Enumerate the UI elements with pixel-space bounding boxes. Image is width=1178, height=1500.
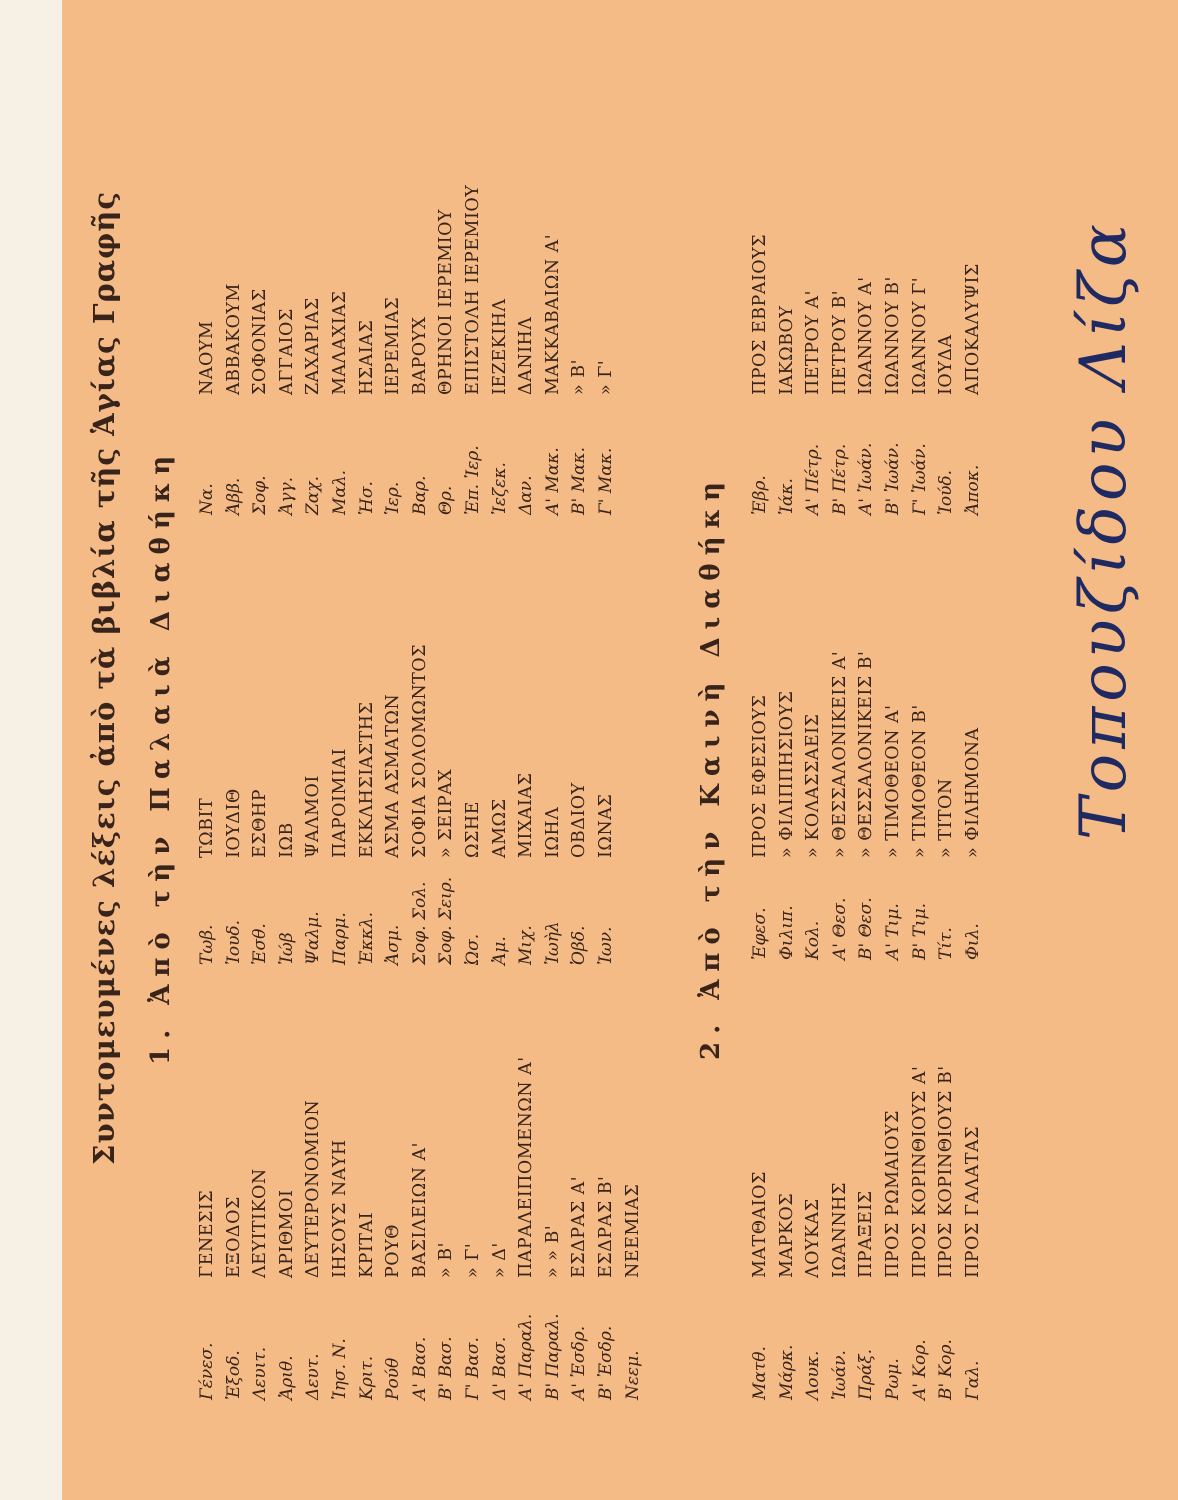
abbreviation: Ἐξοδ. <box>223 1350 244 1400</box>
abbreviation: Ἀμ. <box>489 936 510 965</box>
book-name: » » Β' <box>542 1224 563 1278</box>
book-name: » ΘΕΣΣΑΛΟΝΙΚΕΙΣ Β' <box>856 650 877 858</box>
book-name: » ΚΟΛΑΣΣΑΕΙΣ <box>803 713 824 858</box>
book-name: ΠΡΟΣ ΡΩΜΑΙΟΥΣ <box>883 1110 903 1278</box>
abbreviation: Σοφ. Σειρ. <box>436 876 457 965</box>
book-name: ΠΑΡΟΙΜΙΑΙ <box>330 748 350 858</box>
book-name: ΟΒΔΙΟΥ <box>569 782 590 858</box>
abbreviation: Ἱερ. <box>383 481 404 515</box>
book-name: ΙΑΚΩΒΟΥ <box>776 305 797 395</box>
book-name: ΡΟΥΘ <box>383 1223 404 1278</box>
abbreviation: Ἀριθ. <box>276 1355 297 1400</box>
book-name: ΓΕΝΕΣΙΣ <box>197 1189 217 1278</box>
abbreviation: Μιχ. <box>516 925 537 965</box>
book-name: » ΤΙΜΟΘΕΟΝ Β' <box>909 704 930 858</box>
abbreviation: Β' Ἐσδρ. <box>596 1325 616 1400</box>
abbreviation: Παρμ. <box>330 912 350 965</box>
abbreviation: Ματθ. <box>750 1346 770 1400</box>
book-name: ΑΣΜΑ ΑΣΜΑΤΩΝ <box>383 693 404 858</box>
book-name: ΙΗΣΟΥΣ ΝΑΥΗ <box>330 1139 350 1278</box>
book-name: ΕΣΔΡΑΣ Α' <box>569 1175 590 1278</box>
book-name: » ΤΙΜΟΘΕΟΝ Α' <box>883 704 903 858</box>
abbreviation: Α' Παραλ. <box>516 1313 537 1400</box>
book-name: ΣΟΦΙΑ ΣΟΛΟΜΩΝΤΟΣ <box>409 643 430 858</box>
rotated-page <box>62 0 1178 1500</box>
book-name: ΘΡΗΝΟΙ ΙΕΡΕΜΙΟΥ <box>436 209 457 395</box>
abbreviation: Ἐκκλ. <box>356 912 377 965</box>
book-name: ΗΣΑΙΑΣ <box>356 319 377 395</box>
book-name: ΙΩΑΝΝΟΥ Β' <box>883 276 903 395</box>
abbreviation: Γ' Ἰωάν. <box>909 443 930 515</box>
abbreviation: Α' Ἰωάν. <box>856 442 877 515</box>
abbreviation: Λευιτ. <box>250 1346 271 1400</box>
book-name: ΔΕΥΤΕΡΟΝΟΜΙΟΝ <box>303 1099 324 1278</box>
book-name: ΑΡΙΘΜΟΙ <box>276 1189 297 1278</box>
book-name: ΑΜΩΣ <box>489 798 510 858</box>
book-name: ΙΟΥΔΑ <box>936 334 957 395</box>
abbreviation: Ἰουδ. <box>223 919 244 965</box>
book-name: ΜΑΚΚΑΒΑΙΩΝ Α' <box>542 233 563 395</box>
abbreviation: Σοφ. Σολ. <box>409 881 430 965</box>
abbreviation: Τωβ. <box>197 924 217 965</box>
book-name: ΛΕΥΙΤΙΚΟΝ <box>250 1168 271 1278</box>
book-name: ΙΕΖΕΚΙΗΛ <box>489 298 510 395</box>
abbreviation: Ρωμ. <box>883 1358 903 1400</box>
book-name: ΜΙΧΑΙΑΣ <box>516 772 537 858</box>
abbreviation: Ἰησ. Ν. <box>330 1338 350 1400</box>
abbreviation: Ἀσμ. <box>383 924 404 965</box>
abbreviation: Φιλιπ. <box>776 905 797 960</box>
abbreviation: Β' Βασ. <box>436 1336 457 1400</box>
abbreviation: Ἡσ. <box>356 481 377 515</box>
book-name: ΠΕΤΡΟΥ Β' <box>829 289 850 395</box>
book-name: ΔΑΝΙΗΛ <box>516 316 537 395</box>
abbreviation: Ζαχ. <box>303 476 324 515</box>
book-name: ΠΕΤΡΟΥ Α' <box>803 290 824 395</box>
abbreviation: Σοφ. <box>250 475 271 515</box>
book-name: » Γ' <box>596 359 616 395</box>
abbreviation: Κολ. <box>803 920 824 960</box>
abbreviation: Ἰωάν. <box>829 1350 850 1400</box>
book-name: ΕΣΔΡΑΣ Β' <box>596 1175 616 1278</box>
abbreviation: Ἰωὴλ <box>542 921 563 965</box>
book-name: ΒΑΡΟΥΧ <box>409 316 430 395</box>
book-name: ΙΕΡΕΜΙΑΣ <box>383 296 404 395</box>
book-name: ΙΩΑΝΝΟΥ Α' <box>856 276 877 395</box>
book-name: ΣΟΦΟΝΙΑΣ <box>250 288 271 395</box>
abbreviation: Β' Μακ. <box>569 446 590 515</box>
book-name: ΠΡΟΣ ΕΒΡΑΙΟΥΣ <box>750 233 770 395</box>
abbreviation: Γ' Βασ. <box>463 1337 483 1400</box>
book-name: ΙΩΝΑΣ <box>596 793 616 858</box>
abbreviation: Δαν. <box>516 475 537 515</box>
abbreviation: Ἐσθ. <box>250 923 271 965</box>
book-name: ΕΣΘΗΡ <box>250 788 271 858</box>
abbreviation: Ἐφεσ. <box>750 907 770 960</box>
abbreviation: Α' Θεσ. <box>829 897 850 960</box>
book-name: ΤΩΒΙΤ <box>197 797 217 858</box>
book-name: » Β' <box>569 359 590 395</box>
abbreviation: Β' Θεσ. <box>856 897 877 960</box>
book-name: » ΦΙΛΙΠΠΗΣΙΟΥΣ <box>776 690 797 858</box>
abbreviation: Ἰεζεκ. <box>489 462 510 515</box>
book-name: ΝΑΟΥΜ <box>197 320 217 395</box>
book-name: ΙΟΥΔΙΘ <box>223 788 244 858</box>
abbreviation: Ἰώβ <box>276 932 297 965</box>
abbreviation: Ὠσ. <box>463 933 483 965</box>
abbreviation: Ἀββ. <box>223 477 244 515</box>
abbreviation: Α' Τιμ. <box>883 903 903 960</box>
book-name: ΑΠΟΚΑΛΥΨΙΣ <box>962 263 983 395</box>
book-name: ΛΟΥΚΑΣ <box>803 1198 824 1278</box>
book-name: ΕΞΟΔΟΣ <box>223 1196 244 1278</box>
abbreviation: Α' Κορ. <box>909 1339 930 1400</box>
book-name: ΨΑΛΜΟΙ <box>303 775 324 858</box>
book-name: ΠΡΟΣ ΚΟΡΙΝΘΙΟΥΣ Β' <box>936 1065 957 1278</box>
book-name: ΠΡΟΣ ΚΟΡΙΝΘΙΟΥΣ Α' <box>909 1065 930 1278</box>
new-testament-heading: 2. Ἀπὸ τὴν Καινὴ Διαθήκη <box>696 474 726 1060</box>
book-name: » ΘΕΣΣΑΛΟΝΙΚΕΙΣ Α' <box>829 650 850 858</box>
abbreviation: Ἀγγ. <box>276 476 297 515</box>
abbreviation: Β' Πέτρ. <box>829 443 850 515</box>
book-name: ΠΡΟΣ ΕΦΕΣΙΟΥΣ <box>750 694 770 858</box>
abbreviation: Ρούθ <box>383 1357 404 1400</box>
book-name: ΕΚΚΛΗΣΙΑΣΤΗΣ <box>356 701 377 858</box>
handwritten-signature: Τοπουζίδου Λίζα <box>1067 218 1141 840</box>
abbreviation: Τίτ. <box>936 927 957 960</box>
abbreviation: Β' Παραλ. <box>542 1313 563 1400</box>
abbreviation: Α' Πέτρ. <box>803 443 824 515</box>
abbreviation: Β' Τιμ. <box>909 902 930 960</box>
book-name: ΠΡΑΞΕΙΣ <box>856 1190 877 1278</box>
book-name: ΠΑΡΑΛΕΙΠΟΜΕΝΩΝ Α' <box>516 1056 537 1278</box>
book-name: ΙΩΑΝΝΟΥ Γ' <box>909 276 930 395</box>
scanned-sheet <box>62 0 1178 1500</box>
abbreviation: Ἰούδ. <box>936 469 957 515</box>
abbreviation: Κριτ. <box>356 1355 377 1400</box>
book-name: ΝΕΕΜΙΑΣ <box>622 1183 643 1278</box>
abbreviation: Μαλ. <box>330 469 350 515</box>
book-name: ΙΩΗΛ <box>542 806 563 858</box>
abbreviation: Γ' Μακ. <box>596 447 616 515</box>
book-name: » Β' <box>436 1242 457 1278</box>
abbreviation: Βαρ. <box>409 475 430 515</box>
scan-margin <box>0 0 62 1500</box>
book-name: » Δ' <box>489 1242 510 1278</box>
abbreviation: Ψαλμ. <box>303 911 324 965</box>
abbreviation: Ὀβδ. <box>569 925 590 965</box>
abbreviation: Α' Ἐσδρ. <box>569 1325 590 1400</box>
abbreviation: Να. <box>197 483 217 515</box>
book-name: » Γ' <box>463 1242 483 1278</box>
book-name: ΜΑΤΘΑΙΟΣ <box>750 1171 770 1278</box>
abbreviation: Μάρκ. <box>776 1344 797 1400</box>
book-name: ΒΑΣΙΛΕΙΩΝ Α' <box>409 1142 430 1278</box>
abbreviation: Ἀποκ. <box>962 464 983 515</box>
book-name: ΚΡΙΤΑΙ <box>356 1212 377 1278</box>
book-name: ΖΑΧΑΡΙΑΣ <box>303 297 324 395</box>
abbreviation: Ἰάκ. <box>776 478 797 515</box>
abbreviation: Δευτ. <box>303 1353 324 1400</box>
abbreviation: Γαλ. <box>962 1360 983 1400</box>
abbreviation: Α' Μακ. <box>542 447 563 515</box>
book-name: ΙΩΑΝΝΗΣ <box>829 1182 850 1278</box>
abbreviation: Νεεμ. <box>622 1350 643 1400</box>
abbreviation: Γένεσ. <box>197 1342 217 1400</box>
abbreviation: Β' Ἰωάν. <box>883 442 903 515</box>
abbreviation: Ἰων. <box>596 926 616 965</box>
old-testament-heading: 1. Ἀπὸ τὴν Παλαιὰ Διαθήκη <box>146 447 176 1065</box>
book-name: » ΦΙΛΗΜΟΝΑ <box>962 727 983 858</box>
abbreviation: Φιλ. <box>962 923 983 960</box>
book-name: ΜΑΡΚΟΣ <box>776 1192 797 1278</box>
page-title: Συντομευμένες λέξεις ἀπὸ τὰ βιβλία τῆς Ἁγίας Γραφῆς <box>87 190 121 1165</box>
abbreviation: Ἐβρ. <box>750 475 770 515</box>
abbreviation: Θρ. <box>436 485 457 515</box>
book-name: ΙΩΒ <box>276 822 297 858</box>
abbreviation: Πράξ. <box>856 1348 877 1400</box>
book-name: ΕΠΙΣΤΟΛΗ ΙΕΡΕΜΙΟΥ <box>463 184 483 395</box>
book-name: » ΤΙΤΟΝ <box>936 778 957 858</box>
book-name: ΑΒΒΑΚΟΥΜ <box>223 283 244 395</box>
book-name: ΩΣΗΕ <box>463 801 483 858</box>
book-name: » ΣΕΙΡΑΧ <box>436 768 457 858</box>
abbreviation: Α' Βασ. <box>409 1336 430 1400</box>
abbreviation: Β' Κορ. <box>936 1339 957 1400</box>
book-name: ΑΓΓΑΙΟΣ <box>276 308 297 395</box>
abbreviation: Ἐπ. Ἱερ. <box>463 445 483 515</box>
abbreviation: Λουκ. <box>803 1350 824 1400</box>
abbreviation: Δ' Βασ. <box>489 1336 510 1400</box>
book-name: ΜΑΛΑΧΙΑΣ <box>330 290 350 395</box>
book-name: ΠΡΟΣ ΓΑΛΑΤΑΣ <box>962 1125 983 1278</box>
